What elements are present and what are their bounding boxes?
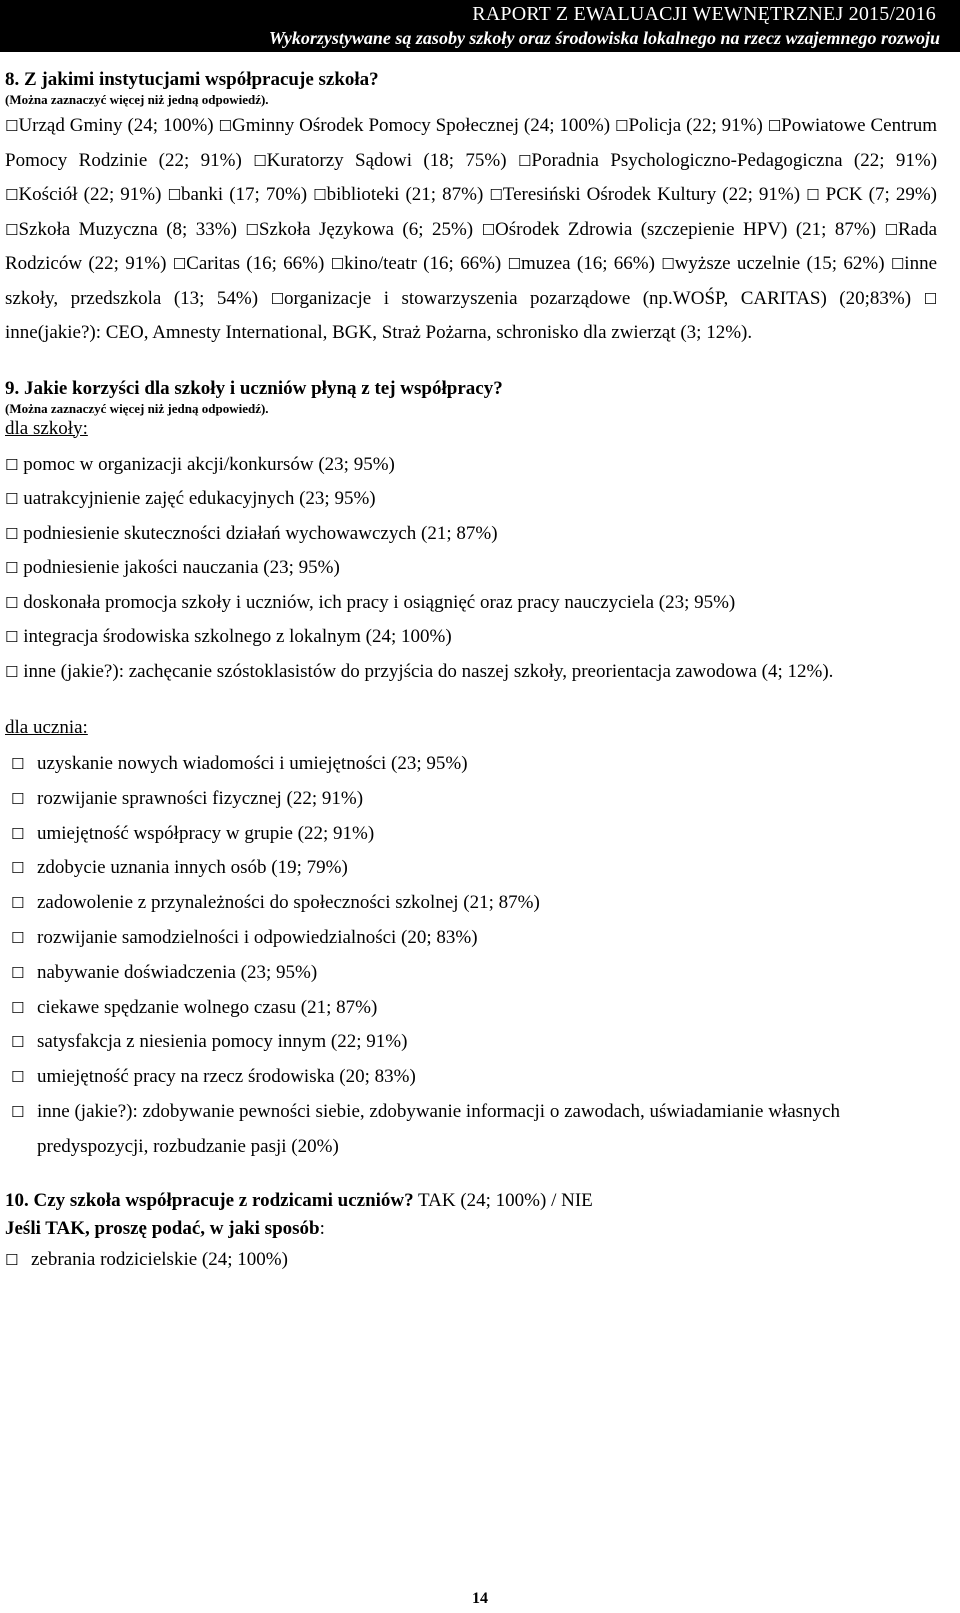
student-benefit-item <box>5 782 937 817</box>
school-benefits-list <box>5 448 937 690</box>
checkbox-icon: ☐ <box>489 186 503 204</box>
checkbox-icon: ☐ <box>507 255 521 273</box>
institution-option-label: Poradnia Psychologiczno-Pedagogiczna (22; 91%) <box>531 149 938 171</box>
checkbox-icon: ☐ <box>884 220 898 239</box>
student-benefit-item <box>5 1095 937 1165</box>
checkbox-icon: ☐ <box>5 1250 19 1269</box>
student-benefit-label: inne (jakie?): zdobywanie pewności siebie, zdobywanie informacji o zawodach, uświadamianie własnych predyspozycji, rozbudzanie pasji (20%) <box>37 1100 840 1157</box>
institution-option-label: Urząd Gminy (24; 100%) <box>18 115 214 136</box>
student-benefit-label: uzyskanie nowych wiadomości i umiejętności (23; 95%) <box>37 753 468 774</box>
institution-option <box>271 288 912 309</box>
checkbox-icon: ☐ <box>5 117 19 135</box>
checkbox-icon: ☐ <box>923 289 938 308</box>
checkbox-icon: ☐ <box>5 186 19 204</box>
student-benefit-label: zdobycie uznania innych osób (19; 79%) <box>37 857 348 879</box>
checkbox-icon: ☐ <box>167 186 181 204</box>
checkbox-icon: ☐ <box>245 220 259 239</box>
institution-option <box>168 184 308 205</box>
institution-option <box>253 150 506 171</box>
school-benefit-item <box>5 551 937 586</box>
institution-option-label: inne szkoły, przedszkola (13; 54%) <box>5 253 938 309</box>
student-benefit-label: rozwijanie samodzielności i odpowiedzialności (20; 83%) <box>37 926 478 948</box>
checkbox-icon: ☐ <box>11 1068 25 1087</box>
student-benefit-item <box>5 956 937 991</box>
institution-option <box>508 253 655 274</box>
institution-option-label: Szkoła Muzyczna (8; 33%) <box>18 218 237 240</box>
checkbox-icon: ☐ <box>330 255 345 273</box>
student-benefit-label: nabywanie doświadczenia (23; 95%) <box>37 961 318 983</box>
institution-option-label: wyższe uczelnie (15; 62%) <box>674 253 885 274</box>
institution-option-label: Powiatowe Centrum Pomocy Rodzinie (22; 91%) <box>5 115 937 171</box>
checkbox-icon: ☐ <box>5 524 24 543</box>
institution-option <box>489 184 800 205</box>
institution-option-label: kino/teatr (16; 66%) <box>344 253 502 274</box>
report-subtitle: Wykorzystywane są zasoby szkoły oraz środowiska lokalnego na rzecz wzajemnego rozwoju <box>268 28 940 48</box>
checkbox-icon: ☐ <box>5 559 24 577</box>
student-benefit-item <box>5 817 937 852</box>
student-benefit-item <box>5 1060 937 1095</box>
checkbox-icon: ☐ <box>270 289 285 308</box>
checkbox-icon: ☐ <box>517 151 532 170</box>
institution-option <box>806 184 937 205</box>
checkbox-icon: ☐ <box>5 455 24 474</box>
institution-option-label: Ośrodek Zdrowia (szczepienie HPV) (21; 87%) <box>495 218 877 240</box>
school-benefit-label: podniesienie skuteczności działań wychowawczych (21; 87%) <box>23 522 498 544</box>
checkbox-icon: ☐ <box>11 963 25 982</box>
student-benefit-item <box>5 851 937 886</box>
student-benefit-item <box>5 921 937 956</box>
report-header <box>0 0 960 52</box>
student-benefit-label: umiejętność współpracy w grupie (22; 91%) <box>37 822 375 844</box>
checkbox-icon: ☐ <box>890 255 905 273</box>
institution-option <box>245 219 473 240</box>
school-benefit-label: uatrakcyjnienie zajęć edukacyjnych (23; 95%) <box>23 488 376 509</box>
institution-option-label: Szkoła Językowa (6; 25%) <box>258 218 474 240</box>
institution-option-label: Rada Rodziców (22; 91%) <box>5 218 938 274</box>
checkbox-icon: ☐ <box>172 255 187 273</box>
institution-option <box>661 253 884 274</box>
institution-option-label: banki (17; 70%) <box>180 184 308 205</box>
report-title: RAPORT Z EWALUACJI WEWNĘTRZNEJ 2015/2016 <box>472 3 936 25</box>
school-benefit-item <box>5 655 937 690</box>
question-10-followup <box>5 1215 937 1243</box>
checkbox-icon: ☐ <box>11 928 25 947</box>
checkbox-icon: ☐ <box>767 117 782 135</box>
institution-option <box>331 253 502 274</box>
school-benefit-label: integracja środowiska szkolnego z lokalnym (24; 100%) <box>23 626 452 647</box>
institution-option <box>5 219 237 240</box>
student-benefit-item <box>5 1025 937 1060</box>
question-9-note: (Można zaznaczyć więcej niż jedną odpowiedź). <box>5 400 269 416</box>
institution-option <box>518 150 937 171</box>
checkbox-icon: ☐ <box>11 1033 25 1052</box>
question-10-followup-colon: : <box>319 1217 325 1239</box>
student-benefit-label: ciekawe spędzanie wolnego czasu (21; 87%) <box>37 996 378 1018</box>
institution-option <box>173 253 325 274</box>
checkbox-icon: ☐ <box>218 117 232 135</box>
institution-option <box>615 115 763 136</box>
checkbox-icon: ☐ <box>313 186 327 204</box>
parent-cooperation-list <box>5 1243 937 1277</box>
question-8-options <box>5 109 937 351</box>
institution-option-label: Kościół (22; 91%) <box>18 184 162 205</box>
question-8-title: 8. Z jakimi instytucjami współpracuje szkoła? <box>5 69 379 90</box>
question-8-note: (Można zaznaczyć więcej niż jedną odpowiedź). <box>5 92 269 107</box>
school-heading: dla szkoły: <box>5 417 88 439</box>
institution-option-label: Caritas (16; 66%) <box>186 253 325 274</box>
checkbox-icon: ☐ <box>661 255 675 273</box>
school-benefit-label: inne (jakie?): zachęcanie szóstoklasistów do przyjścia do naszej szkoły, preorientacja zawodowa (4; 12%). <box>23 660 834 682</box>
checkbox-icon: ☐ <box>806 186 820 204</box>
institution-option <box>5 115 214 136</box>
question-10-title: 10. Czy szkoła współpracuje z rodzicami uczniów? <box>5 1189 414 1211</box>
checkbox-icon: ☐ <box>615 117 629 135</box>
checkbox-icon: ☐ <box>5 628 24 646</box>
institution-option-label: inne(jakie?): CEO, Amnesty International, BGK, Straż Pożarna, schronisko dla zwierząt (3; 12%). <box>5 322 753 343</box>
institution-option <box>219 115 611 136</box>
school-benefit-item <box>5 517 937 552</box>
institution-option-label: Kuratorzy Sądowi (18; 75%) <box>266 149 507 171</box>
parent-cooperation-item <box>5 1243 937 1277</box>
student-benefit-label: umiejętność pracy na rzecz środowiska (20; 83%) <box>37 1066 416 1088</box>
student-benefit-item <box>5 991 937 1026</box>
checkbox-icon: ☐ <box>11 894 25 913</box>
student-benefit-label: zadowolenie z przynależności do społeczności szkolnej (21; 87%) <box>37 892 540 914</box>
school-benefit-item <box>5 448 937 483</box>
institution-option-label: PCK (7; 29%) <box>819 184 938 205</box>
checkbox-icon: ☐ <box>11 789 25 808</box>
checkbox-icon: ☐ <box>5 220 19 239</box>
student-benefits-list <box>5 747 937 1165</box>
checkbox-icon: ☐ <box>11 1102 25 1121</box>
checkbox-icon: ☐ <box>253 151 267 170</box>
checkbox-icon: ☐ <box>5 490 24 508</box>
institution-option-label: muzea (16; 66%) <box>521 253 655 274</box>
student-benefit-item <box>5 886 937 921</box>
question-10-followup-label: Jeśli TAK, proszę podać, w jaki sposób <box>5 1217 320 1239</box>
question-9-title: 9. Jakie korzyści dla szkoły i uczniów płyną z tej współpracy? <box>5 377 503 399</box>
school-benefit-item <box>5 620 937 655</box>
student-benefit-item <box>5 747 937 782</box>
institution-option-label: Gminny Ośrodek Pomocy Społecznej (24; 100%) <box>232 115 611 136</box>
checkbox-icon: ☐ <box>5 593 24 612</box>
checkbox-icon: ☐ <box>11 998 25 1017</box>
student-heading: dla ucznia: <box>5 717 88 738</box>
checkbox-icon: ☐ <box>11 755 25 773</box>
school-benefit-label: pomoc w organizacji akcji/konkursów (23; 95%) <box>23 453 395 475</box>
page-number: 14 <box>472 1590 488 1607</box>
school-benefit-label: doskonała promocja szkoły i uczniów, ich pracy i osiągnięć oraz pracy nauczyciela (23; 95%) <box>23 591 736 613</box>
institution-option <box>482 219 876 240</box>
student-benefit-label: rozwijanie sprawności fizycznej (22; 91%) <box>37 787 364 809</box>
institution-option-label: organizacje i stowarzyszenia pozarządowe (np.WOŚP, CARITAS) (20;83%) <box>284 287 912 309</box>
school-benefit-label: podniesienie jakości nauczania (23; 95%) <box>23 557 340 578</box>
institution-option-label: Teresiński Ośrodek Kultury (22; 91%) <box>502 184 801 205</box>
checkbox-icon: ☐ <box>481 220 496 239</box>
question-10-line <box>5 1187 937 1215</box>
student-benefit-label: satysfakcja z niesienia pomocy innym (22; 91%) <box>37 1031 408 1053</box>
institution-option-label: biblioteki (21; 87%) <box>326 184 484 205</box>
question-10-answer: TAK (24; 100%) / NIE <box>413 1189 593 1211</box>
checkbox-icon: ☐ <box>11 824 25 843</box>
parent-cooperation-label: zebrania rodzicielskie (24; 100%) <box>31 1248 288 1270</box>
school-benefit-item <box>5 482 937 517</box>
checkbox-icon: ☐ <box>11 859 25 878</box>
content <box>5 68 937 1277</box>
institution-option-label: Policja (22; 91%) <box>628 115 763 136</box>
school-benefit-item <box>5 586 937 621</box>
institution-option <box>313 184 483 205</box>
checkbox-icon: ☐ <box>5 662 24 681</box>
institution-option <box>5 184 161 205</box>
